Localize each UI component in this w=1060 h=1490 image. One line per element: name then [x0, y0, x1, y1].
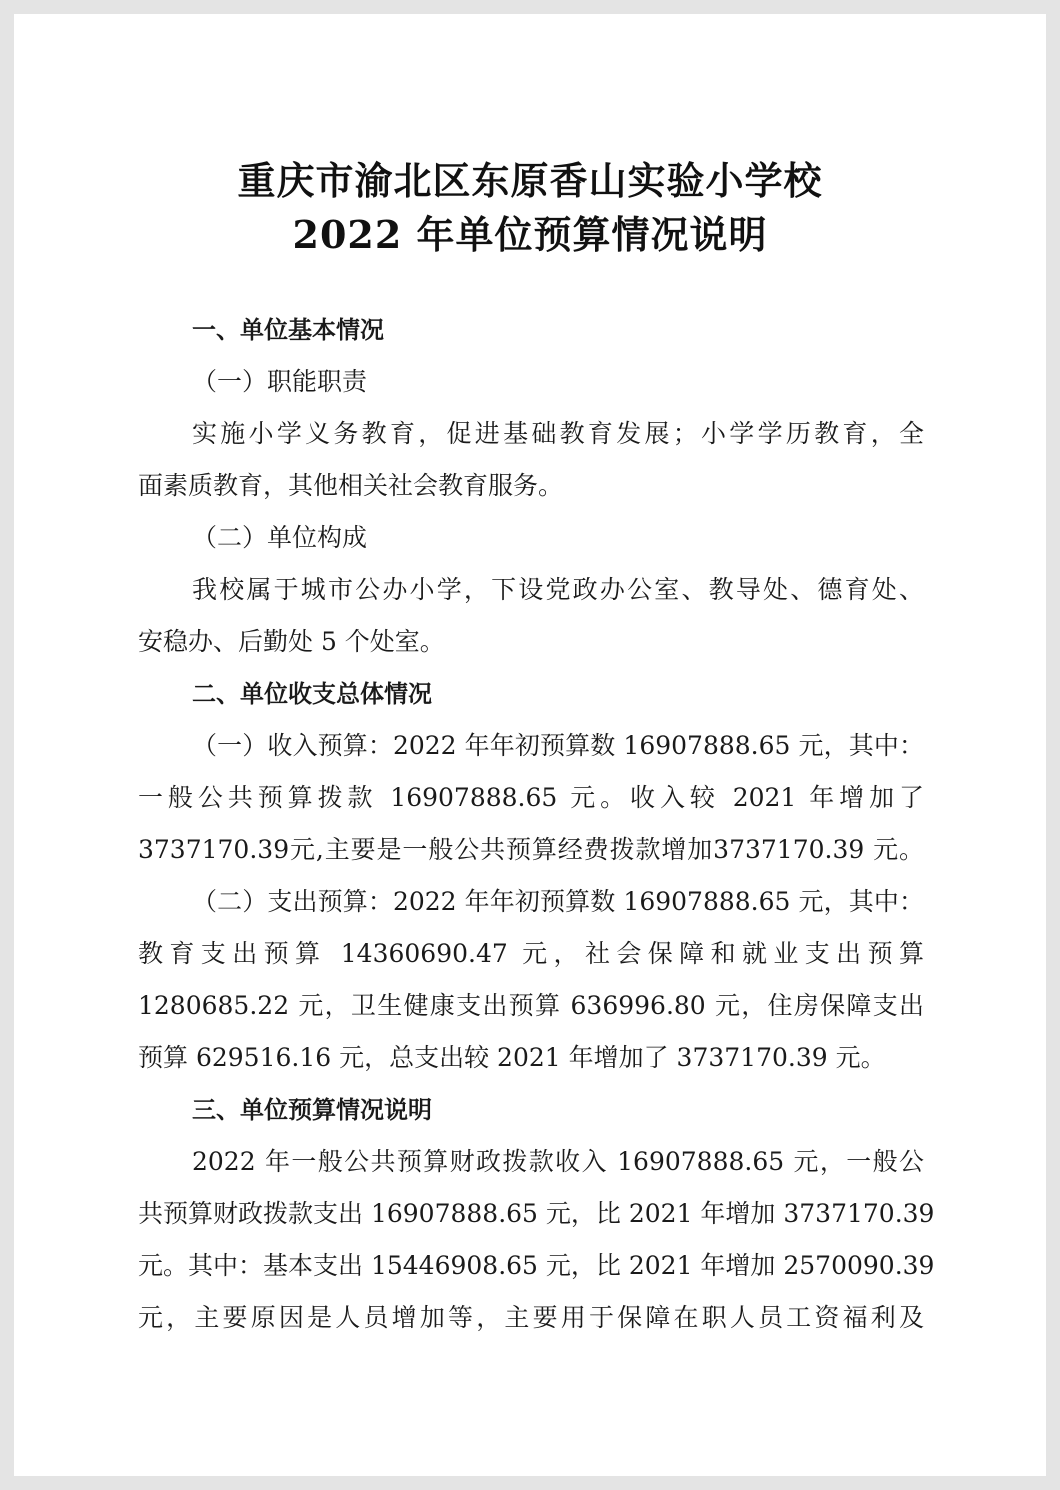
- paragraph-line: 2022 年一般公共预算财政拨款收入 16907888.65 元，一般公: [192, 1147, 924, 1176]
- document-page: [14, 14, 1046, 1476]
- paragraph-line: 元，主要原因是人员增加等，主要用于保障在职人员工资福利及: [138, 1303, 924, 1332]
- paragraph-line: 我校属于城市公办小学，下设党政办公室、教导处、德育处、: [192, 575, 924, 604]
- paragraph-line: 元。其中：基本支出 15446908.65 元，比 2021 年增加 2570090.39: [138, 1251, 935, 1280]
- paragraph-line: 一般公共预算拨款 16907888.65 元。收入较 2021 年增加了: [138, 783, 924, 812]
- paragraph-line: （二）支出预算：2022 年年初预算数 16907888.65 元，其中：: [192, 887, 924, 916]
- subsection-heading: （一）职能职责: [192, 367, 368, 396]
- paragraph-line: 面素质教育，其他相关社会教育服务。: [138, 471, 564, 500]
- document-title-line-1: 重庆市渝北区东原香山实验小学校: [237, 158, 823, 203]
- paragraph-line: 3737170.39元,主要是一般公共预算经费拨款增加3737170.39 元。: [138, 835, 924, 864]
- paragraph-line: （一）收入预算：2022 年年初预算数 16907888.65 元，其中：: [192, 731, 924, 760]
- paragraph-line: 预算 629516.16 元，总支出较 2021 年增加了 3737170.39 元。: [138, 1043, 886, 1072]
- paragraph-line: 安稳办、后勤处 5 个处室。: [138, 627, 445, 656]
- section-heading: 三、单位预算情况说明: [192, 1096, 432, 1124]
- section-heading: 二、单位收支总体情况: [192, 680, 432, 708]
- paragraph-line: 实施小学义务教育，促进基础教育发展；小学学历教育，全: [192, 419, 924, 448]
- subsection-heading: （二）单位构成: [192, 523, 368, 552]
- paragraph-line: 1280685.22 元，卫生健康支出预算 636996.80 元，住房保障支出: [138, 991, 924, 1020]
- section-heading: 一、单位基本情况: [192, 316, 384, 344]
- paragraph-line: 教育支出预算 14360690.47 元，社会保障和就业支出预算: [138, 939, 924, 968]
- document-title-line-2: 2022 年单位预算情况说明: [292, 212, 768, 257]
- paragraph-line: 共预算财政拨款支出 16907888.65 元，比 2021 年增加 3737170.39: [138, 1199, 935, 1228]
